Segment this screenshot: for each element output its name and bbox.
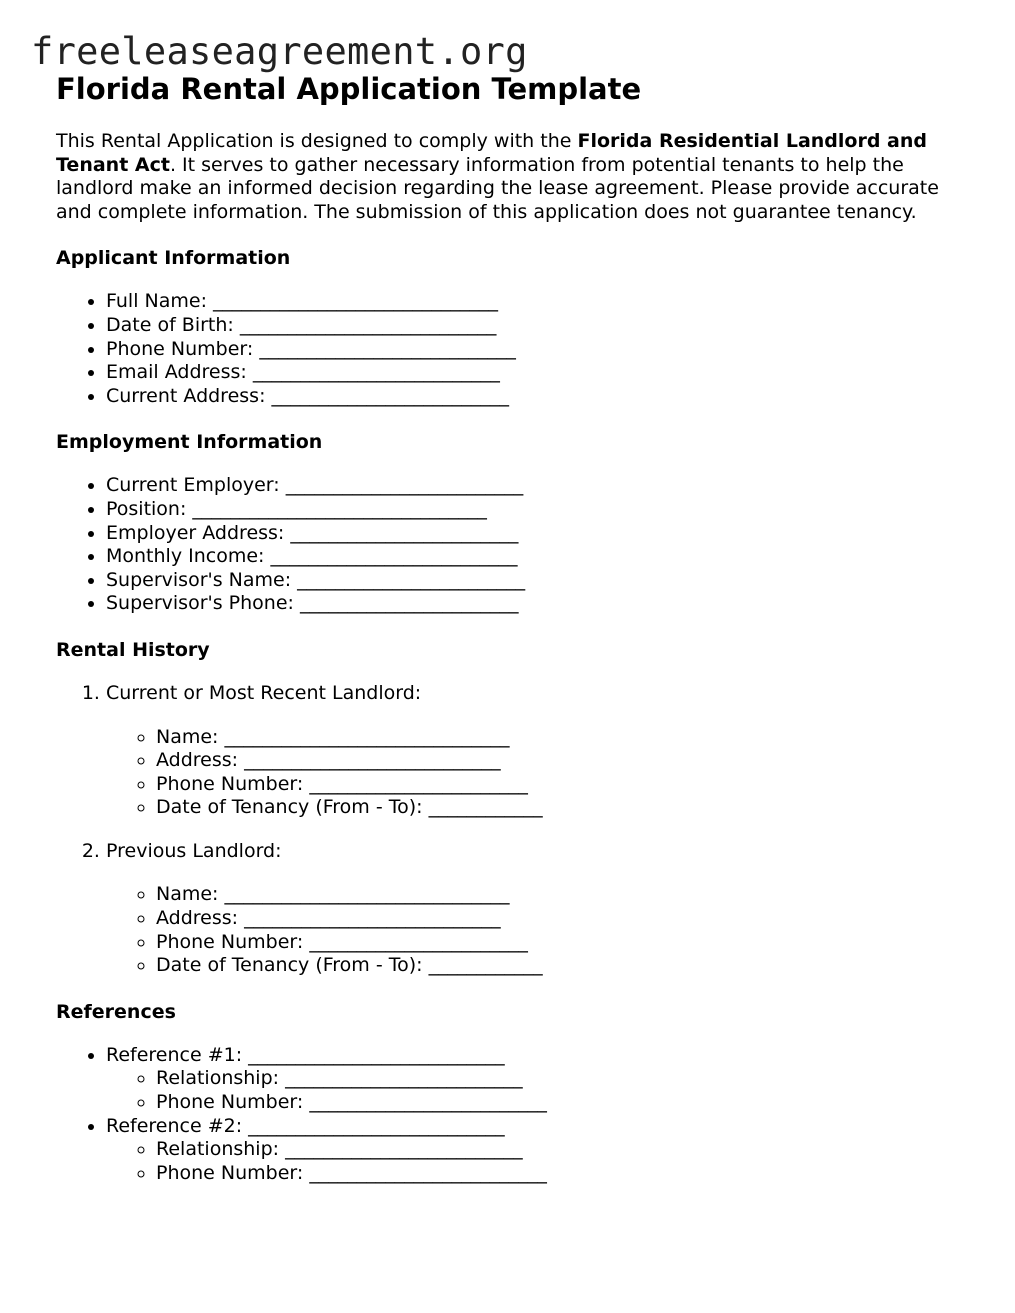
monthly-income-field[interactable]: • Monthly Income: __________________________ [106,545,976,569]
supervisor-name-field[interactable]: • Supervisor's Name: ________________________ [106,569,976,593]
landlord-title: 2. Previous Landlord: [106,839,282,862]
reference-relationship-field[interactable]: ◦ Relationship: _________________________ [156,1067,976,1091]
reference-phone-field[interactable]: ◦ Phone Number: _________________________ [156,1091,976,1115]
landlord-field-list [106,883,976,977]
current-address-field[interactable]: • Current Address: _________________________ [106,385,976,409]
landlord-tenancy-dates-field[interactable]: ◦ Date of Tenancy (From - To): ____________ [156,954,976,978]
landlord-field-list [106,726,976,820]
applicant-heading: Applicant Information [56,247,291,270]
reference-item [106,1044,976,1115]
reference-1-field[interactable]: Reference #1: ___________________________ [106,1043,505,1066]
applicant-field-list [56,290,976,408]
intro-act-name: Florida Residential Landlord and Tenant Act [56,130,927,176]
email-address-field[interactable]: • Email Address: __________________________ [106,361,976,385]
page-title: Florida Rental Application Template [56,72,642,106]
landlord-phone-field[interactable]: ◦ Phone Number: _______________________ [156,773,976,797]
document-body [56,70,976,1185]
full-name-field[interactable]: • Full Name: ______________________________ [106,290,976,314]
reference-2-field[interactable]: Reference #2: ___________________________ [106,1114,505,1137]
landlord-item-current [106,682,976,820]
position-field[interactable]: • Position: _______________________________ [106,498,976,522]
landlord-address-field[interactable]: ◦ Address: ___________________________ [156,749,976,773]
landlord-name-field[interactable]: ◦ Name: ______________________________ [156,726,976,750]
reference-relationship-field[interactable]: ◦ Relationship: _________________________ [156,1138,976,1162]
landlord-address-field[interactable]: ◦ Address: ___________________________ [156,907,976,931]
reference-detail-list [106,1067,976,1114]
intro-text-2: . It serves to gather necessary information from potential tenants to help the landlord make an informed decision regarding the lease agreement. Please provide accurate and complete information. The submission of this application does not guarantee tenancy. [56,153,939,223]
supervisor-phone-field[interactable]: • Supervisor's Phone: _______________________ [106,592,976,616]
landlord-item-previous [106,840,976,978]
current-employer-field[interactable]: • Current Employer: _________________________ [106,474,976,498]
date-of-birth-field[interactable]: • Date of Birth: ___________________________ [106,314,976,338]
reference-item [106,1115,976,1186]
employment-field-list [56,474,976,616]
landlord-phone-field[interactable]: ◦ Phone Number: _______________________ [156,931,976,955]
site-watermark: freeleaseagreement.org [31,30,528,73]
references-list [56,1044,976,1186]
phone-number-field[interactable]: • Phone Number: ___________________________ [106,338,976,362]
intro-text-1: This Rental Application is designed to comply with the [56,130,578,152]
employer-address-field[interactable]: • Employer Address: ________________________ [106,522,976,546]
landlord-tenancy-dates-field[interactable]: ◦ Date of Tenancy (From - To): ____________ [156,796,976,820]
landlord-list [56,682,976,978]
landlord-title: 1. Current or Most Recent Landlord: [106,681,422,704]
reference-phone-field[interactable]: ◦ Phone Number: _________________________ [156,1162,976,1186]
rental-history-heading: Rental History [56,638,210,661]
landlord-name-field[interactable]: ◦ Name: ______________________________ [156,883,976,907]
intro-paragraph [56,130,976,224]
reference-detail-list [106,1138,976,1185]
employment-heading: Employment Information [56,431,323,454]
references-heading: References [56,1000,176,1023]
